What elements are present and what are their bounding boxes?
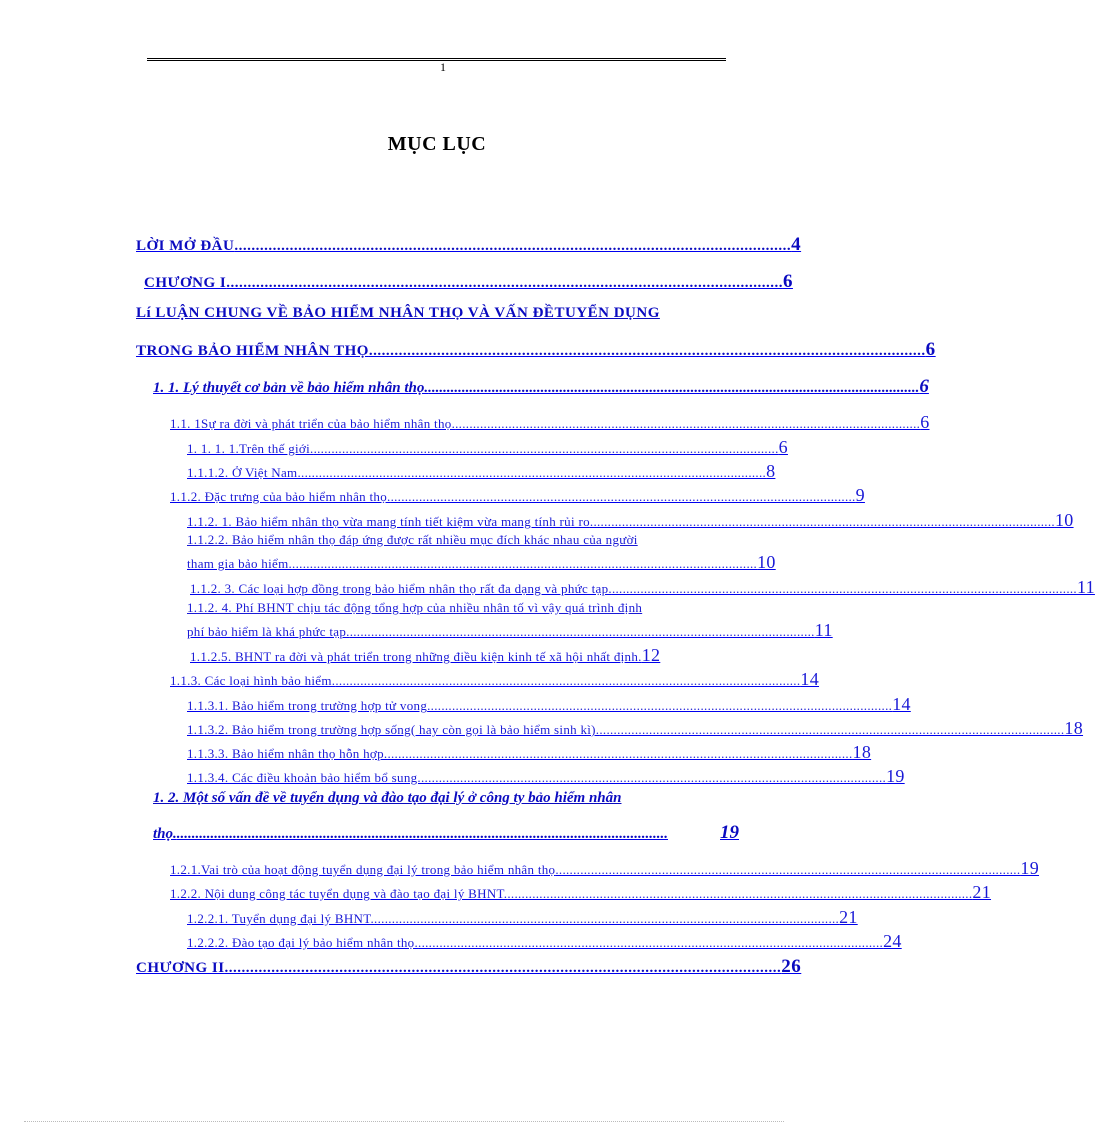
toc-entry-text: CHƯƠNG I <box>144 275 227 291</box>
toc-leader: ................................................................................................................................... <box>507 886 973 901</box>
toc-entry-text: LỜI MỞ ĐẦU <box>136 238 235 254</box>
toc-leader: ................................................................................................................................... <box>455 416 921 431</box>
toc-leader: ................................................................................................................................... <box>589 514 1055 529</box>
toc-entry-text: thọ. <box>153 826 177 842</box>
toc-leader: ................................................................................................................................... <box>418 935 884 950</box>
toc-entry-chuong-2[interactable] <box>136 956 802 978</box>
toc-leader: ................................................................................................................................... <box>599 722 1065 737</box>
toc-entry-1-1-2-2[interactable] <box>187 552 776 573</box>
toc-leader: ................................................................................................................................... <box>427 698 893 713</box>
toc-page-number: 19 <box>1020 858 1040 878</box>
toc-entry-1-1-2[interactable] <box>170 485 865 506</box>
toc-leader: ................................................................................................................................... <box>611 581 1077 596</box>
toc-entry-1-1-3-2[interactable] <box>187 718 1084 739</box>
toc-leader: ................................................................................................................................... <box>313 441 779 456</box>
toc-entry-1-2-line1[interactable]: 1. 2. Một số vấn đề về tuyển dụng và đào tạo đại lý ở công ty bảo hiểm nhân <box>153 790 622 806</box>
toc-entry-1-2-2-2[interactable] <box>187 931 902 952</box>
toc-page-number: 19 <box>886 766 905 786</box>
toc-page-number: 6 <box>925 339 936 360</box>
toc-entry-1-2[interactable] <box>153 822 739 844</box>
toc-entry-1-1-3-1[interactable] <box>187 694 911 715</box>
toc-entry-text: 1. 1. 1. 1.Trên thế giới. <box>187 441 314 456</box>
toc-entry-text: TRONG BẢO HIỂM NHÂN THỌ <box>136 343 369 359</box>
toc-entry-text: 1.2.2. Nội dung công tác tuyển dụng và đào tạo đại lý BHNT. <box>170 886 508 901</box>
toc-entry-1-1-1-1[interactable] <box>187 437 788 458</box>
toc-page-number: 18 <box>852 742 872 762</box>
toc-leader: ................................................................................................................................... <box>368 343 926 359</box>
toc-page-number: 6 <box>782 271 793 292</box>
toc-entry-text: 1.1.3.1. Bảo hiểm trong trường hợp tử vong <box>187 698 428 713</box>
toc-entry-text: 1.1.2.5. BHNT ra đời và phát triển trong những điều kiện kinh tế xã hội nhất định. <box>190 649 642 664</box>
toc-entry-ly-luan[interactable] <box>136 339 936 361</box>
toc-entry-text: 1. 1. Lý thuyết cơ bản về bảo hiểm nhân thọ. <box>153 380 429 396</box>
toc-leader: ................................................................................................................................... <box>335 673 801 688</box>
toc-leader: ................................................................................................................................... <box>301 465 767 480</box>
toc-leader: ................................................................................................................................... <box>555 862 1021 877</box>
page-bottom-border <box>24 1121 784 1122</box>
toc-page-number: 9 <box>855 485 865 505</box>
toc-entry-loi-mo-dau[interactable] <box>136 234 802 256</box>
toc-leader: ................................................................................................................................... <box>390 489 856 504</box>
toc-entry-text: 1.1.1.2. Ở Việt Nam. <box>187 465 302 480</box>
toc-entry-chuong-1[interactable] <box>136 271 793 293</box>
toc-entry-1-2-1[interactable] <box>170 858 1040 879</box>
toc-page-number: 10 <box>757 552 776 572</box>
toc-entry-1-1-3-3[interactable] <box>187 742 872 763</box>
toc-entry-text: 1.1.2. 1. Bảo hiểm nhân thọ vừa mang tính tiết kiệm vừa mang tính rủi ro <box>187 514 590 529</box>
toc-entry-text: 1.1.3.3. Bảo hiểm nhân thọ hỗn hợp. <box>187 746 388 761</box>
toc-page-number: 10 <box>1054 510 1074 530</box>
toc-entry-text: 1.1.2. 3. Các loại hợp đồng trong bảo hiểm nhân thọ rất đa dạng và phức tạp. <box>190 581 612 596</box>
toc-entry-text: phí bảo hiểm là khá phức tạp. <box>187 624 350 639</box>
toc-entry-1-1-2-3[interactable] <box>190 577 1095 598</box>
toc-leader: ................................................................................................................................... <box>428 380 920 396</box>
toc-page-number: 6 <box>778 437 788 457</box>
toc-page-number: 19 <box>720 822 739 843</box>
toc-entry-1-1-2-1[interactable] <box>187 510 1074 531</box>
toc-page-number: 18 <box>1064 718 1084 738</box>
toc-entry-1-1[interactable] <box>153 376 929 398</box>
toc-entry-text: 1.1. 1Sự ra đời và phát triển của bảo hiểm nhân thọ. <box>170 416 456 431</box>
toc-leader: ................................................................................................................................... <box>234 238 792 254</box>
toc-page-number: 21 <box>839 907 858 927</box>
toc-entry-text: CHƯƠNG II <box>136 960 225 976</box>
toc-leader: ................................................................................................................................... <box>421 770 887 785</box>
toc-page-number: 14 <box>892 694 911 714</box>
toc-entry-ly-luan-line1[interactable]: Lí LUẬN CHUNG VỀ BẢO HIỂM NHÂN THỌ VÀ VẤN ĐỀTUYỂN DỤNG <box>136 305 660 321</box>
toc-entry-1-1-2-4[interactable] <box>187 620 833 641</box>
toc-entry-1-2-2[interactable] <box>170 882 992 903</box>
toc-entry-1-1-2-2-line1[interactable]: 1.1.2.2. Bảo hiểm nhân thọ đáp ứng được rất nhiều mục đích khác nhau của người <box>187 532 638 547</box>
toc-page-number: 24 <box>883 931 902 951</box>
toc-entry-text: 1.1.2. Đặc trưng của bảo hiểm nhân thọ. <box>170 489 391 504</box>
toc-entry-1-1-3-4[interactable] <box>187 766 905 787</box>
toc-page-number: 8 <box>766 461 776 481</box>
toc-entry-1-1-2-4-line1[interactable]: 1.1.2. 4. Phí BHNT chịu tác động tổng hợp của nhiều nhân tố vì vậy quá trình định <box>187 600 643 615</box>
toc-leader: ................................................................................................................................... <box>292 556 758 571</box>
toc-leader: ................................................................................................................................... <box>387 746 853 761</box>
toc-leader: ................................................................................................................................... <box>374 911 840 926</box>
toc-page-number: 14 <box>800 669 820 689</box>
toc-entry-1-1-1[interactable] <box>170 412 930 433</box>
page-title: MỤC LỤC <box>387 133 487 155</box>
toc-page-number: 12 <box>641 645 661 665</box>
toc-page-number: 4 <box>791 234 802 255</box>
toc-entry-text: 1.2.1.Vai trò của hoạt động tuyển dụng đại lý trong bảo hiểm nhân thọ <box>170 862 556 877</box>
toc-entry-text: 1.2.2.1. Tuyển dụng đại lý BHNT. <box>187 911 375 926</box>
toc-leader: ................................................................................................................................... <box>176 826 669 842</box>
toc-entry-text: 1.1.3. Các loại hình bảo hiểm. <box>170 673 336 688</box>
toc-entry-text: 1.1.3.4. Các điều khoản bảo hiểm bổ sung. <box>187 770 421 785</box>
toc-entry-text: tham gia bảo hiểm. <box>187 556 293 571</box>
toc-leader: ................................................................................................................................... <box>224 960 782 976</box>
toc-entry-text: 1.1.3.2. Bảo hiểm trong trường hợp sống( hay còn gọi là bảo hiểm sinh kì). <box>187 722 600 737</box>
toc-page-number: 11 <box>1077 577 1095 597</box>
toc-page-number: 11 <box>814 620 833 640</box>
toc-entry-1-1-2-5[interactable] <box>190 645 790 666</box>
toc-entry-1-1-1-2[interactable] <box>187 461 776 482</box>
toc-page-number: 21 <box>972 882 992 902</box>
toc-leader: ................................................................................................................................... <box>226 275 783 291</box>
toc-entry-text: 1.2.2.2. Đào tạo đại lý bảo hiểm nhân thọ. <box>187 935 419 950</box>
toc-page-number: 26 <box>781 956 802 977</box>
toc-leader: ................................................................................................................................... <box>349 624 815 639</box>
toc-entry-1-2-2-1[interactable] <box>187 907 858 928</box>
page-number: 1 <box>440 60 446 74</box>
toc-page-number: 6 <box>920 412 930 432</box>
toc-page-number: 6 <box>919 376 929 397</box>
toc-entry-1-1-3[interactable] <box>170 669 820 690</box>
